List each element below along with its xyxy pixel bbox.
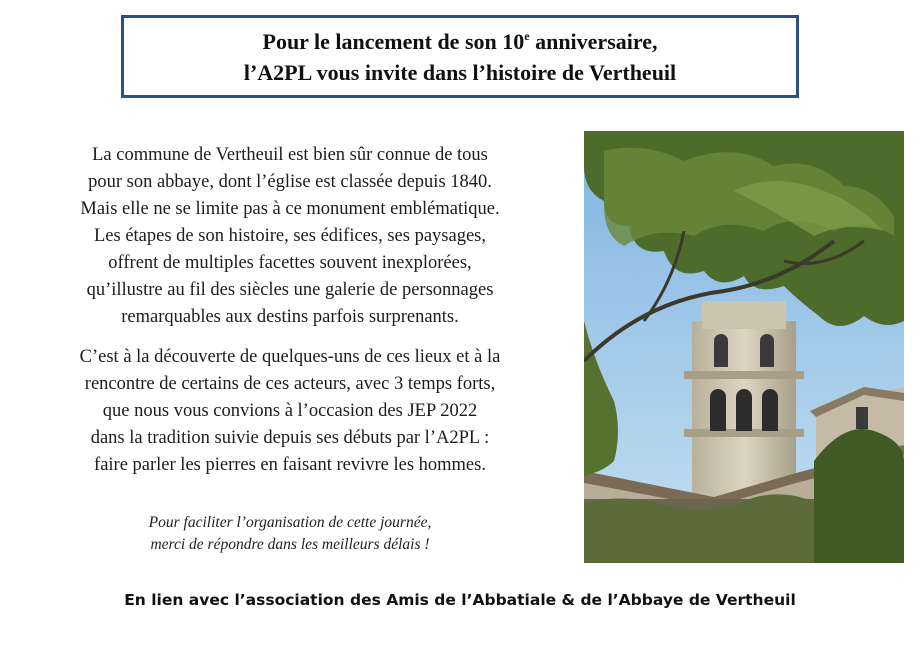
footer-partnership: En lien avec l’association des Amis de l’Abbatiale & de l’Abbaye de Vertheuil: [124, 591, 796, 609]
title-box: [121, 15, 799, 98]
paragraph-1: La commune de Vertheuil est bien sûr connue de tous pour son abbaye, dont l’église est classée depuis 1840. Mais elle ne se limite pas à ce monument emblématique. Les étapes de son histoire, ses édifices, ses paysages, offrent de multiples facettes souvent inexplorées, qu’illustre au fil des siècles une galerie de personnages remarquables aux destins parfois surprenants.: [80, 145, 500, 327]
reply-note: Pour faciliter l’organisation de cette journée, merci de répondre dans les meilleurs délais !: [148, 514, 432, 553]
title-line-2: l’A2PL vous invite dans l’histoire de Vertheuil: [243, 59, 677, 85]
title-line-1: Pour le lancement de son 10e anniversaire,: [262, 28, 658, 54]
paragraph-2: C’est à la découverte de quelques-uns de ces lieux et à la rencontre de certains de ces acteurs, avec 3 temps forts, que nous vous convions à l’occasion des JEP 2022 dans la tradition suivie depuis ses débuts par l’A2PL : faire parler les pierres en faisant revivre les hommes.: [79, 347, 501, 475]
body-text: [30, 142, 550, 479]
abbey-bell-tower-photo: [584, 131, 904, 563]
